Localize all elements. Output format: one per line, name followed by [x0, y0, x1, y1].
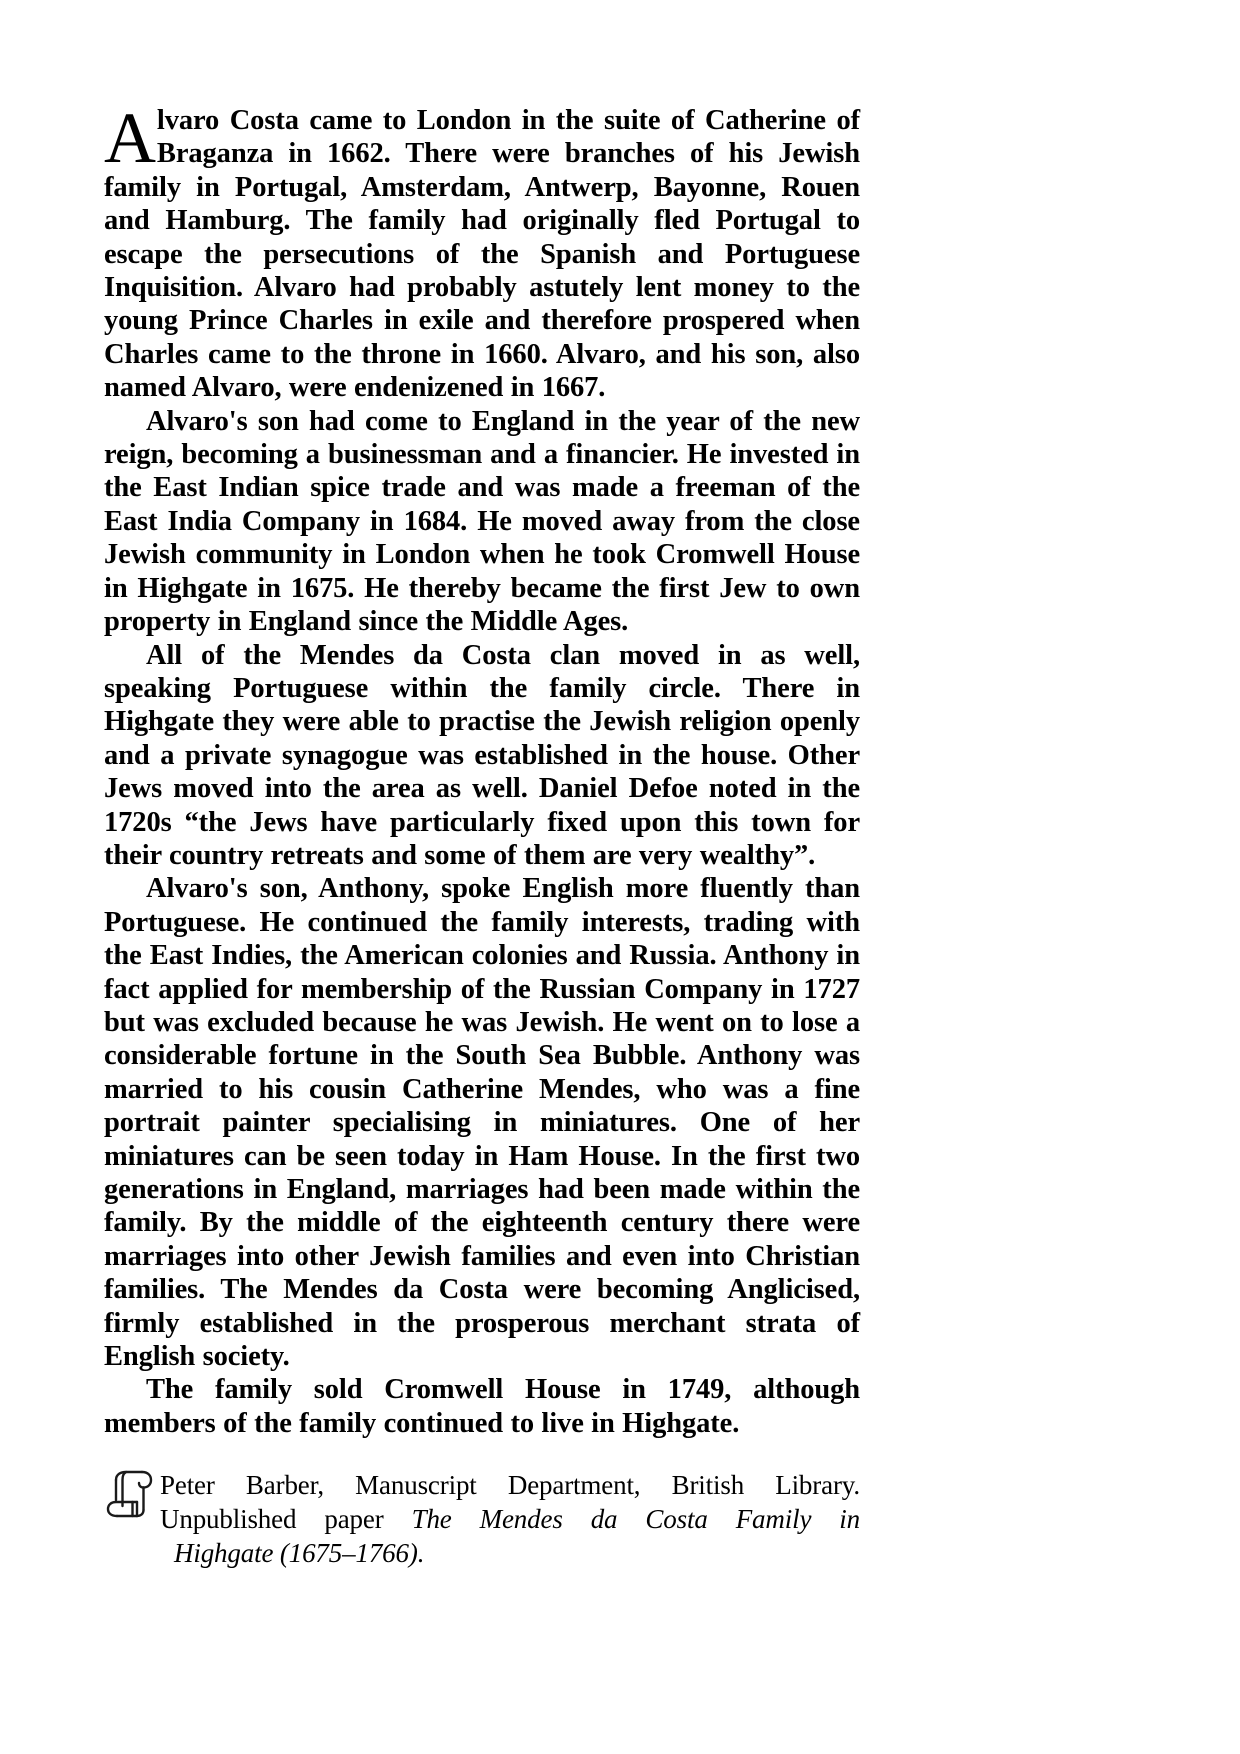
attribution-paper-title: The Mendes da Costa Family in: [411, 1504, 860, 1535]
paragraph-3-text: All of the Mendes da Costa clan moved in as well, speaking Portuguese within the family circle. There in Highgate they were able to practise the Jewish religion openly and a private synagogue was established in the house. Other Jews moved into the area as well. Daniel Defoe noted in the 1720s “the Jews have particularly fixed upon this town for their country retreats and some of them are very wealthy”.: [104, 639, 860, 871]
paragraph-1-text: lvaro Costa came to London in the suite of Catherine of Braganza in 1662. There were branches of his Jewish family in Portugal, Amsterdam, Antwerp, Bayonne, Rouen and Hamburg. The family had originally fled Portugal to escape the persecutions of the Spanish and Portuguese Inquisition. Alvaro had probably astutely lent money to the young Prince Charles in exile and therefore prospered when Charles came to the throne in 1660. Alvaro, and his son, also named Alvaro, were endenizened in 1667.: [104, 105, 860, 404]
scroll-icon: [104, 1466, 158, 1528]
attribution-line-author: Peter Barber, Manuscript Department, British Library.: [160, 1470, 860, 1501]
paragraph-2: [104, 405, 860, 639]
attribution-paper-prefix: Unpublished paper: [160, 1504, 412, 1535]
drop-cap-letter: A: [104, 98, 156, 178]
paragraph-5-text: The family sold Cromwell House in 1749, although members of the family continued to live in Highgate.: [104, 1374, 860, 1439]
attribution-line-paper: [160, 1502, 860, 1536]
paragraph-4-text: Alvaro's son, Anthony, spoke English more fluently than Portuguese. He continued the family interests, trading with the East Indies, the American colonies and Russia. Anthony in fact applied for membership of the Russian Company in 1727 but was excluded because he was Jewish. He went on to lose a considerable fortune in the South Sea Bubble. Anthony was married to his cousin Catherine Mendes, who was a fine portrait painter specialising in miniatures. One of her miniatures can be seen today in Ham House. In the first two generations in England, marriages had been made within the family. By the middle of the eighteenth century there were marriages into other Jewish families and even into Christian families. The Mendes da Costa were becoming Anglicised, firmly established in the prosperous merchant strata of English society.: [104, 873, 860, 1373]
page-content: [104, 98, 860, 1570]
paragraph-2-text: Alvaro's son had come to England in the year of the new reign, becoming a businessman and a financier. He invested in the East Indian spice trade and was made a freeman of the East India Company in 1684. He moved away from the close Jewish community in London when he took Cromwell House in Highgate in 1675. He thereby became the first Jew to own property in England since the Middle Ages.: [104, 405, 860, 638]
attribution-block: [104, 1468, 860, 1570]
paragraph-1: [104, 98, 860, 405]
paragraph-5: [104, 1373, 860, 1440]
paragraph-4: [104, 872, 860, 1373]
paragraph-3: [104, 639, 860, 873]
attribution-line-title-cont: Highgate (1675–1766).: [174, 1538, 425, 1569]
